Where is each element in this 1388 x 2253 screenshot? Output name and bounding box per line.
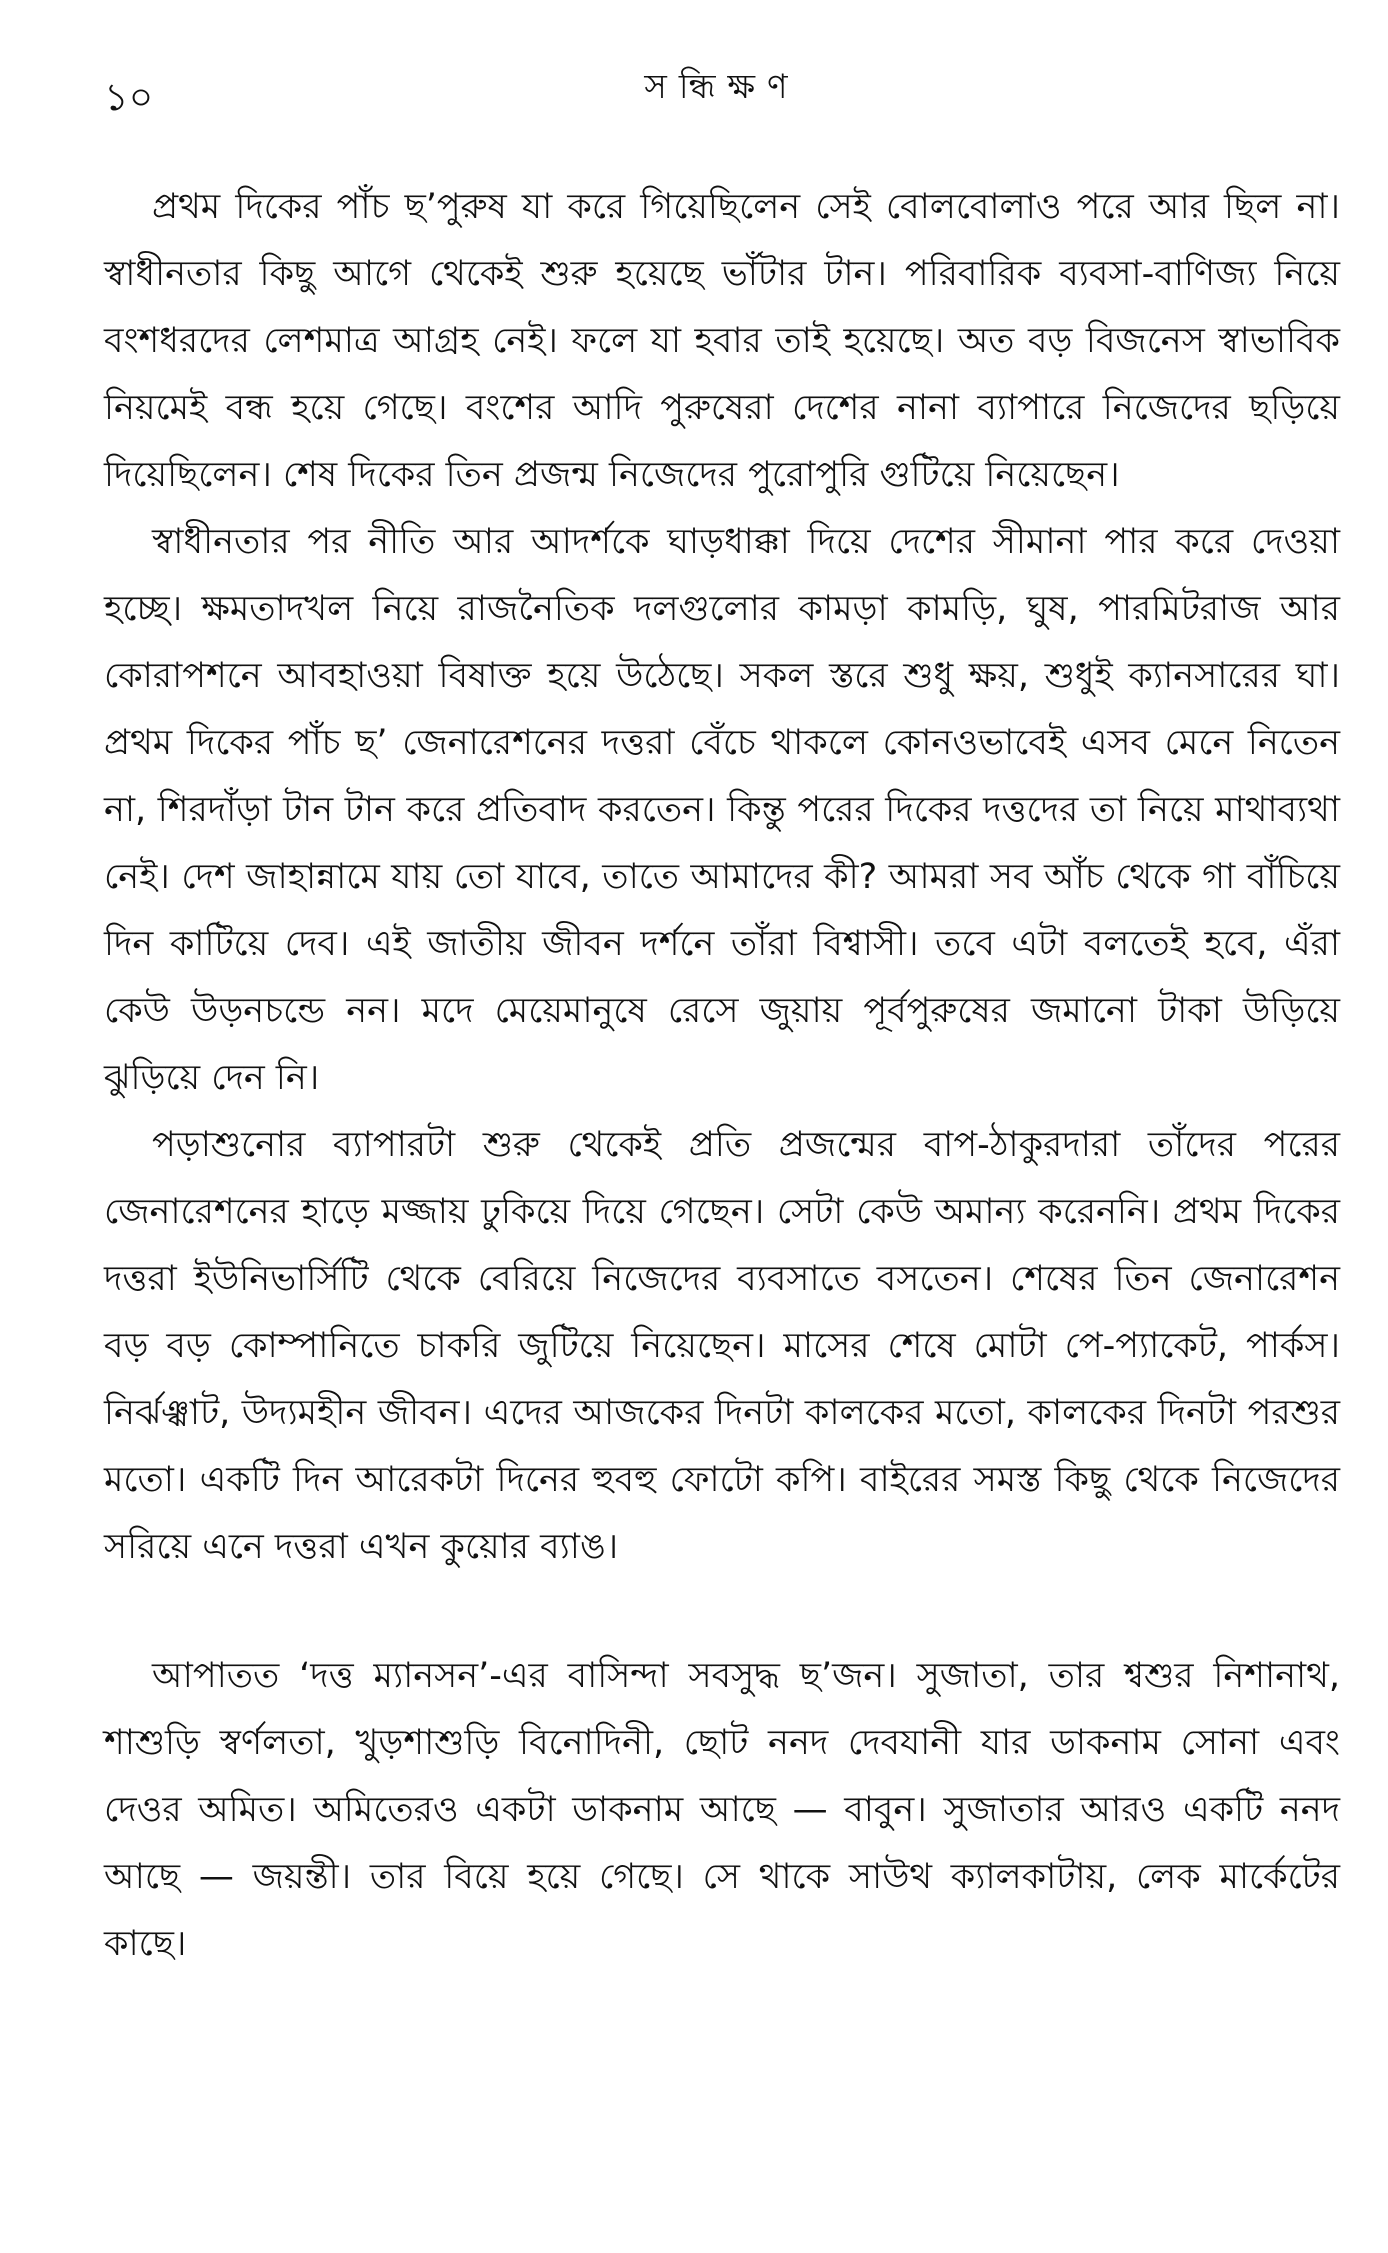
page-number: ১০ [104, 75, 154, 119]
paragraph: পড়াশুনোর ব্যাপারটা শুরু থেকেই প্রতি প্রজন্মের বাপ-ঠাকুরদারা তাঁদের পরের জেনারেশনের হাড়ে মজ্জায় ঢুকিয়ে দিয়ে গেছেন। সেটা কেউ অমান্য করেননি। প্রথম দিকের দত্তরা ইউনিভার্সিটি থেকে বেরিয়ে নিজেদের ব্যবসাতে বসতেন। শেষের তিন জেনারেশন বড় বড় কোম্পানিতে চাকরি জুটিয়ে নিয়েছেন। মাসের শেষে মোটা পে-প্যাকেট, পার্কস। নির্ঝঞ্ঝাট, উদ্যমহীন জীবন। এদের আজকের দিনটা কালকের মতো, কালকের দিনটা পরশুর মতো। একটি দিন আরেকটা দিনের হুবহু ফোটো কপি। বাইরের সমস্ত কিছু থেকে নিজেদের সরিয়ে এনে দত্তরা এখন কুয়োর ব্যাঙ। [104, 1125, 1340, 1567]
running-title: সন্ধিক্ষণ [644, 67, 800, 107]
paragraph: আপাতত ‘দত্ত ম্যানসন’-এর বাসিন্দা সবসুদ্ধ ছ’জন। সুজাতা, তার শ্বশুর নিশানাথ, শাশুড়ি স্বর্ণলতা, খুড়শাশুড়ি বিনোদিনী, ছোট ননদ দেবযানী যার ডাকনাম সোনা এবং দেওর অমিত। অমিতেরও একটা ডাকনাম আছে — বাবুন। সুজাতার আরও একটি ননদ আছে — জয়ন্তী। তার বিয়ে হয়ে গেছে। সে থাকে সাউথ ক্যালকাটায়, লেক মার্কেটের কাছে। [104, 1656, 1340, 1964]
page-header [104, 67, 1340, 140]
page-body [104, 174, 1340, 1978]
section-break [104, 1581, 1340, 1643]
paragraph: স্বাধীনতার পর নীতি আর আদর্শকে ঘাড়ধাক্কা দিয়ে দেশের সীমানা পার করে দেওয়া হচ্ছে। ক্ষমতাদখল নিয়ে রাজনৈতিক দলগুলোর কামড়া কামড়ি, ঘুষ, পারমিটরাজ আর কোরাপশনে আবহাওয়া বিষাক্ত হয়ে উঠেছে। সকল স্তরে শুধু ক্ষয়, শুধুই ক্যানসারের ঘা। প্রথম দিকের পাঁচ ছ’ জেনারেশনের দত্তরা বেঁচে থাকলে কোনওভাবেই এসব মেনে নিতেন না, শিরদাঁড়া টান টান করে প্রতিবাদ করতেন। কিন্তু পরের দিকের দত্তদের তা নিয়ে মাথাব্যথা নেই। দেশ জাহান্নামে যায় তো যাবে, তাতে আমাদের কী? আমরা সব আঁচ থেকে গা বাঁচিয়ে দিন কাটিয়ে দেব। এই জাতীয় জীবন দর্শনে তাঁরা বিশ্বাসী। তবে এটা বলতেই হবে, এঁরা কেউ উড়নচন্ডে নন। মদে মেয়েমানুষে রেসে জুয়ায় পূর্বপুরুষের জমানো টাকা উড়িয়ে ঝুড়িয়ে দেন নি। [104, 522, 1340, 1098]
paragraph: প্রথম দিকের পাঁচ ছ’পুরুষ যা করে গিয়েছিলেন সেই বোলবোলাও পরে আর ছিল না। স্বাধীনতার কিছু আগে থেকেই শুরু হয়েছে ভাঁটার টান। পরিবারিক ব্যবসা-বাণিজ্য নিয়ে বংশধরদের লেশমাত্র আগ্রহ নেই। ফলে যা হবার তাই হয়েছে। অত বড় বিজনেস স্বাভাবিক নিয়মেই বন্ধ হয়ে গেছে। বংশের আদি পুরুষেরা দেশের নানা ব্যাপারে নিজেদের ছড়িয়ে দিয়েছিলেন। শেষ দিকের তিন প্রজন্ম নিজেদের পুরোপুরি গুটিয়ে নিয়েছেন। [104, 187, 1340, 495]
